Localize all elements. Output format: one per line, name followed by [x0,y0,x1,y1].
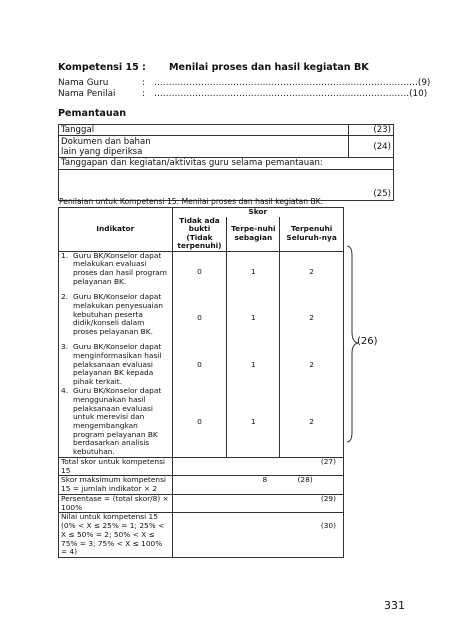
indicator-text: Guru BK/Konselor dapat melakukan penyesuaian kebutuhan peserta didik/konseli dalam proses pelayanan BK. [73,292,163,337]
summary-label: Total skor untuk kompetensi 15 [59,457,173,475]
summary-code: (27) [320,456,336,466]
summary-values [172,457,343,475]
indicator-text: Guru BK/Konselor dapat melakukan evaluasi proses dan hasil program pelayanan BK. [73,250,168,286]
field-dots: ……………………………………………………………………………(10) [154,89,428,99]
score-2: 2 [280,251,344,293]
header-sebagian: Terpe-nuhi sebagian [227,217,280,252]
field-nama-penilai [58,89,428,101]
brace-code: (26) [357,336,378,347]
assessment-caption: Penilaian untuk Kompetensi 15: Menilai proses dan hasil kegiatan BK. [59,197,324,206]
page-number: 331 [384,599,405,612]
summary-code: (28) [297,475,313,485]
header-tidak-ada: Tidak ada bukti (Tidak terpenuhi) [172,217,227,252]
table-row [59,251,344,293]
score-0: 0 [172,387,227,457]
score-2: 2 [280,387,344,457]
indicator-number: 1. [61,250,69,260]
indicator-cell [59,343,173,387]
competency-heading [58,62,398,76]
monitoring-code: (25) [59,169,394,200]
field-colon: : [142,89,145,99]
assessment-table [58,207,344,558]
score-2: 2 [280,343,344,387]
monitoring-label: Dokumen dan bahan lain yang diperiksa [59,136,349,158]
summary-row [59,494,344,512]
header-skor: Skor [172,208,343,217]
summary-value: 8 [262,475,268,485]
score-1: 1 [227,387,280,457]
competency-title: Menilai proses dan hasil kegiatan BK [169,62,369,73]
monitoring-code: (24) [349,136,394,158]
field-label: Nama Guru [58,78,109,88]
monitoring-title: Pemantauan [58,108,127,119]
summary-label: Persentase = (total skor/8) × 100% [59,494,173,512]
competency-label: Kompetensi 15 [58,62,139,73]
indicator-cell [59,387,173,457]
score-0: 0 [172,293,227,343]
indicator-number: 4. [61,386,69,396]
field-dots: ………………………………………………………………………………(9) [154,78,431,88]
table-row [59,125,394,136]
summary-label: Skor maksimum kompetensi 15 = jumlah indikator × 2 [59,476,173,494]
field-label: Nama Penilai [58,89,116,99]
score-0: 0 [172,251,227,293]
summary-values [172,476,343,494]
indicator-text: Guru BK/Konselor dapat menginformasikan hasil pelaksanaan evaluasi pelayanan BK kepada pihak terkait. [73,342,162,387]
summary-code: (29) [320,493,336,503]
score-1: 1 [227,251,280,293]
header-seluruhnya: Terpenuhi Seluruh-nya [280,217,344,252]
score-1: 1 [227,343,280,387]
table-row [59,343,344,387]
summary-values [172,513,343,558]
indicator-cell [59,293,173,343]
table-row [59,387,344,457]
header-indikator: Indikator [59,208,173,252]
competency-colon: : [142,62,146,73]
monitoring-label: Tanggapan dan kegiatan/aktivitas guru selama pemantauan: [59,158,394,169]
indicator-number: 3. [61,342,69,352]
score-0: 0 [172,343,227,387]
indicator-text: Guru BK/Konselor dapat menggunakan hasil pelaksanaan evaluasi untuk merevisi dan mengembangkan program pelayanan BK berdasarkan analisis kebutuhan. [73,386,162,457]
score-1: 1 [227,293,280,343]
indicator-cell [59,251,173,293]
summary-row [59,513,344,558]
field-colon: : [142,78,145,88]
monitoring-code: (23) [349,125,394,136]
indicator-number: 2. [61,292,69,302]
summary-code: (30) [320,521,336,531]
score-2: 2 [280,293,344,343]
summary-label: Nilai untuk kompetensi 15 (0% < X ≤ 25% = 1; 25% < X ≤ 50% = 2; 50% < X ≤ 75% = 3; 75% < X ≤ 100% = 4) [59,513,173,558]
summary-values [172,494,343,512]
table-row [59,158,394,169]
monitoring-table [58,124,394,201]
summary-row [59,476,344,494]
monitoring-label: Tanggal [59,125,349,136]
table-row [59,136,394,158]
table-row [59,169,394,200]
summary-row [59,457,344,475]
table-row [59,293,344,343]
